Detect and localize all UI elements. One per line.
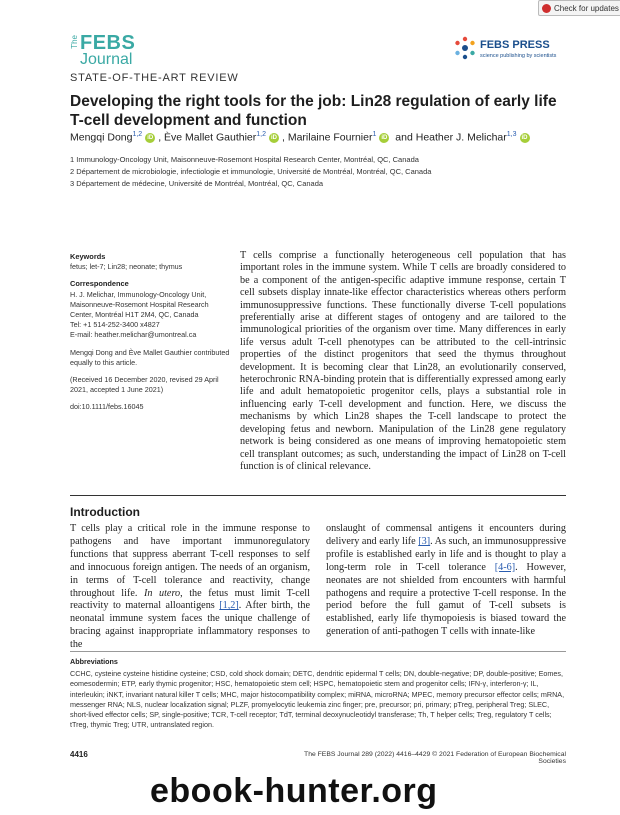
orcid-icon[interactable]: iD (381, 134, 388, 141)
press-logo-name: FEBS PRESS (480, 39, 550, 51)
correspondence-line: H. J. Melichar, Immunology-Oncology Unit, (70, 289, 207, 299)
intro-text: , the fetus must limit T-cell reactivity to maternal alloantigens (70, 587, 310, 612)
keywords-heading: Keywords (70, 252, 106, 261)
author-separator: and (392, 131, 416, 144)
journal-logo-name: FEBS (80, 32, 136, 54)
author-name[interactable]: Marilaine Fournier (287, 131, 373, 144)
page-number: 4416 (70, 750, 88, 759)
author-affiliation[interactable]: 1,2 (132, 131, 143, 138)
abbreviations-heading: Abbreviations (70, 657, 118, 666)
affiliation-item: 1 Immunology-Oncology Unit, Maisonneuve-Rosemont Hospital Research Center, Montréal, QC, Canada (70, 155, 419, 164)
intro-text: . After birth, the neonatal immune system faces the unique challenge of bracing against inappropriate inflammatory responses to the (70, 600, 310, 651)
citation-link[interactable]: [4-6] (494, 561, 516, 573)
author-name[interactable]: Heather J. Melichar (415, 131, 507, 144)
abbreviations-text: CCHC, cysteine cysteine histidine cysteine; CSD, cold shock domain; DETC, dendritic epidermal T cells; DN, double-negative; DP, double-positive; Eomes, eomesodermin; ETP, early thymic progenitor; HSC, hematopoietic stem cell; HSPC, hematopoietic stem and progenitor cells; IFN-γ, interferon-γ; IL, interleukin; iNKT, invariant natural killer T cells; MHC, major histocompatibility complex; miRNA, microRNA; MPEC, memory precursor effector cells; mRNA, messenger RNA; NLS, nuclear localization signal; PLZF, promyelocytic leukemia zinc finger; pre, precursor; pri, primary; pTreg, peripheral Treg; SLEC, short-lived effector cells; SP, single-positive; TCR, T-cell receptor; TdT, terminal deoxynucleotidyl transferase; Th, T helper cells; Treg, regulatory T cells; tTreg, thymic Treg; UTR, untranslated region. (70, 669, 565, 730)
author-affiliation[interactable]: 1,2 (256, 131, 266, 138)
intro-text: onslaught of commensal antigens it encounters during delivery and early life (326, 523, 566, 547)
orcid-icon[interactable]: iD (271, 134, 277, 141)
author-separator: , (158, 131, 165, 144)
orcid-icon[interactable]: iD (521, 134, 528, 141)
author-list (70, 131, 570, 144)
journal-logo-the: The (70, 35, 79, 49)
intro-text: . However, neonates are not shielded from encounters with harmful pathogens and require a protective T-cell response. In the period before the full gamut of T-cell subsets is established, early life thymopoiesis is biased toward the generation of anti-pathogen T cells with innate-like (326, 561, 566, 638)
correspondence-line: Maisonneuve-Rosemont Hospital Research (70, 299, 209, 309)
correspondence-line: Tel: +1 514-252-3400 x4827 (70, 320, 160, 330)
citation-link[interactable]: [1,2] (219, 600, 239, 612)
intro-italic: In utero (143, 587, 181, 599)
correspondence-line: Center, Montréal H1T 2M4, QC, Canada (70, 310, 199, 320)
introduction-heading: Introduction (70, 505, 140, 519)
author-separator: , (282, 131, 288, 144)
article-sidebar (70, 252, 230, 420)
check-for-updates-label: Check for updates (554, 3, 619, 13)
author-name[interactable]: Ève Mallet Gauthier (164, 131, 257, 144)
author-affiliation[interactable]: 1,3 (506, 131, 517, 138)
received-dates: (Received 16 December 2020, revised 29 April 2021, accepted 1 June 2021) (70, 375, 219, 395)
watermark: ebook-hunter.org (150, 772, 438, 810)
footer-citation: The FEBS Journal 289 (2022) 4416–4429 © 2021 Federation of European Biochemical Societies (304, 751, 566, 765)
section-divider (70, 495, 566, 496)
affiliations (70, 154, 570, 190)
intro-text: T cells play a critical role in the immune response to pathogens and have important immunoregulatory functions that suppress aberrant T-cell responses to self and innocuous foreign antigen. The needs of an organism, in terms of T-cell tolerance and reactivity, change throughout life. (70, 523, 310, 599)
affiliation-item: 2 Département de microbiologie, infectiologie et immunologie, Université de Montréal, Montréal, QC, Canada (70, 167, 432, 176)
orcid-icon[interactable]: iD (147, 134, 154, 141)
article-title: Developing the right tools for the job: Lin28 regulation of early life T-cell development and function (70, 93, 557, 129)
journal-logo (70, 32, 140, 72)
introduction-column-1 (70, 523, 310, 652)
press-logo (452, 35, 562, 67)
correspondence-heading: Correspondence (70, 279, 129, 289)
doi-link[interactable]: doi:10.1111/febs.16045 (70, 402, 144, 412)
keywords-text: fetus; let-7; Lin28; neonate; thymus (70, 262, 183, 272)
citation-link[interactable]: [3] (418, 535, 431, 547)
update-icon (542, 4, 551, 13)
check-for-updates-button[interactable] (538, 0, 620, 16)
equal-contribution-note: Mengqi Dong and Ève Mallet Gauthier contributed equally to this article. (70, 347, 230, 367)
introduction-column-2 (326, 523, 566, 639)
article-type: STATE-OF-THE-ART REVIEW (70, 72, 239, 84)
author-name[interactable]: Mengqi Dong (70, 131, 133, 144)
abbreviations-divider (70, 651, 566, 652)
febs-press-icon (452, 35, 478, 61)
intro-text: . As such, an immunosuppressive profile is established early in life and is thought to play a long-term role in T-cell tolerance (326, 535, 566, 573)
press-logo-tagline: science publishing by scientists (480, 53, 557, 59)
author-affiliation[interactable]: 1 (372, 131, 377, 138)
journal-logo-sub: Journal (80, 51, 133, 68)
correspondence-email[interactable]: E-mail: heather.melichar@umontreal.ca (70, 330, 197, 340)
affiliation-item: 3 Département de médecine, Université de Montréal, Montréal, QC, Canada (70, 179, 324, 188)
abstract: T cells comprise a functionally heterogeneous cell population that has important roles in the immune system. While T cells are broadly considered to be a component of the antigen-specific adaptive immune response, certain T cell subsets display innate-like effector characteristics whereas others perform immunosuppressive functions. These functionally diverse T-cell populations preferentially arise at different stages of ontogeny and are tailored to the immunological priorities of the organism over time. Many differences in early life versus adult T-cell phenotypes can be attributed to the cell-intrinsic properties of the distinct progenitors that seed the thymus throughout development. It is becoming clear that Lin28, an evolutionarily conserved, heterochronic RNA-binding protein that is differentially expressed among early life and adult hematopoietic progenitor cells, plays a substantial role in influencing early T-cell development and function. Here, we discuss the mechanisms by which Lin28 shapes the T-cell landscape to protect the developing fetus and newborn. Manipulation of the Lin28 gene regulatory network is being considered as one means of improving hematopoietic stem cell transplant outcomes; as such, understanding the impact of Lin28 on T-cell function is of clinical relevance. (240, 250, 566, 472)
